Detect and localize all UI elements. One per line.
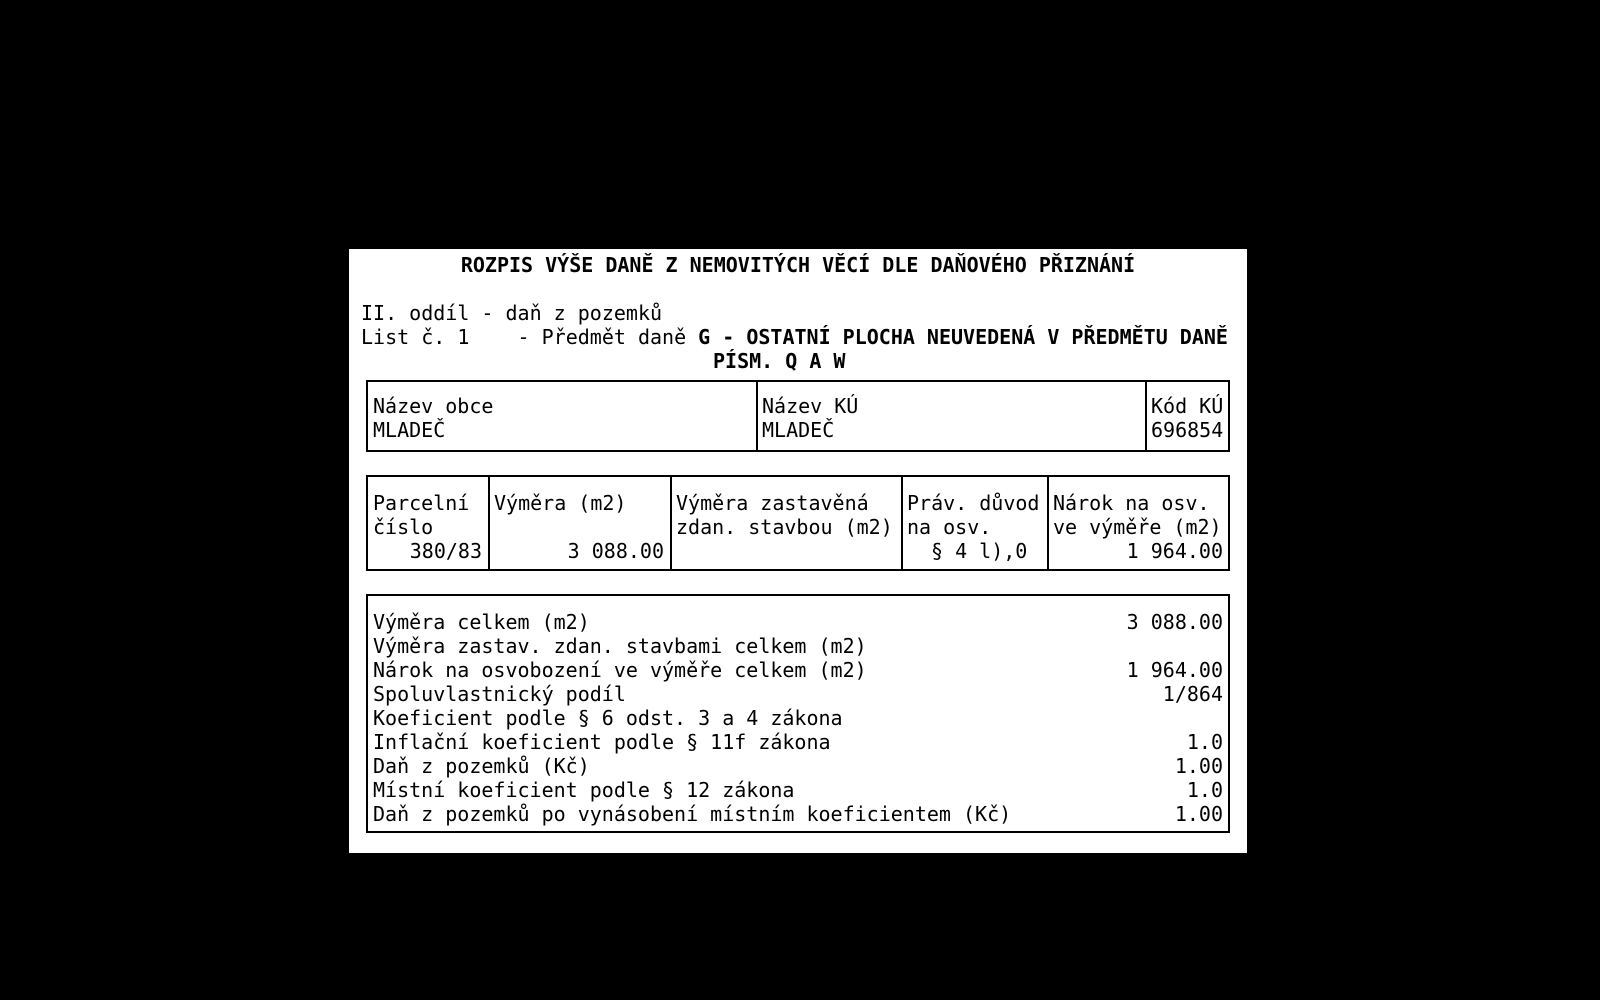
parcel-table [366, 475, 1230, 571]
summary-value: 1.0 [1186, 778, 1223, 802]
summary-label: Výměra zastav. zdan. stavbami celkem (m2) [373, 634, 867, 658]
summary-label: Koeficient podle § 6 odst. 3 a 4 zákona [373, 706, 843, 730]
summary-table [366, 594, 1230, 833]
built-area-header: Výměra zastavěná [676, 491, 869, 515]
tax-document-sheet [349, 249, 1247, 853]
built-area-header-2: zdan. stavbou (m2) [676, 515, 893, 539]
ku-label: Název KÚ [762, 394, 859, 418]
exemption-value: 1 964.00 [1126, 539, 1223, 563]
summary-label: Výměra celkem (m2) [373, 610, 590, 634]
sheet-prefix: List č. 1 - Předmět daně [361, 325, 699, 349]
obec-label: Název obce [373, 394, 494, 418]
divider [1145, 382, 1147, 450]
ku-value: MLADEČ [762, 418, 835, 442]
parcel-number-value: 380/83 [409, 539, 482, 563]
summary-value: 1.0 [1186, 730, 1223, 754]
sheet-line [361, 325, 1228, 349]
section-heading: II. oddíl - daň z pozemků [361, 301, 663, 325]
parcel-number-header: Parcelní [373, 491, 470, 515]
obec-value: MLADEČ [373, 418, 446, 442]
tax-subject: G - OSTATNÍ PLOCHA NEUVEDENÁ V PŘEDMĚTU DANĚ [698, 325, 1228, 349]
legal-reason-header: Práv. důvod [907, 491, 1040, 515]
summary-label: Nárok na osvobození ve výměře celkem (m2) [373, 658, 867, 682]
legal-reason-value: § 4 l),0 [931, 539, 1028, 563]
summary-value: 1 964.00 [1126, 658, 1223, 682]
exemption-header: Nárok na osv. [1053, 491, 1210, 515]
divider [901, 477, 903, 569]
legal-reason-header-2: na osv. [907, 515, 992, 539]
kod-ku-label: Kód KÚ [1151, 394, 1224, 418]
kod-ku-value: 696854 [1151, 418, 1224, 442]
area-value: 3 088.00 [567, 539, 664, 563]
location-table [366, 380, 1230, 452]
summary-value: 1.00 [1174, 802, 1223, 826]
summary-label: Místní koeficient podle § 12 zákona [373, 778, 795, 802]
summary-label: Inflační koeficient podle § 11f zákona [373, 730, 831, 754]
divider [488, 477, 490, 569]
divider [670, 477, 672, 569]
area-header: Výměra (m2) [494, 491, 627, 515]
summary-value: 1/864 [1162, 682, 1223, 706]
divider [756, 382, 758, 450]
document-title: ROZPIS VÝŠE DANĚ Z NEMOVITÝCH VĚCÍ DLE DAŇOVÉHO PŘIZNÁNÍ [460, 253, 1136, 277]
summary-value: 3 088.00 [1126, 610, 1223, 634]
summary-label: Daň z pozemků (Kč) [373, 754, 590, 778]
summary-label: Spoluvlastnický podíl [373, 682, 626, 706]
tax-subject-continuation: PÍSM. Q A W [713, 349, 846, 373]
divider [1047, 477, 1049, 569]
parcel-number-header-2: číslo [373, 515, 434, 539]
summary-label: Daň z pozemků po vynásobení místním koeficientem (Kč) [373, 802, 1012, 826]
summary-value: 1.00 [1174, 754, 1223, 778]
exemption-header-2: ve výměře (m2) [1053, 515, 1222, 539]
